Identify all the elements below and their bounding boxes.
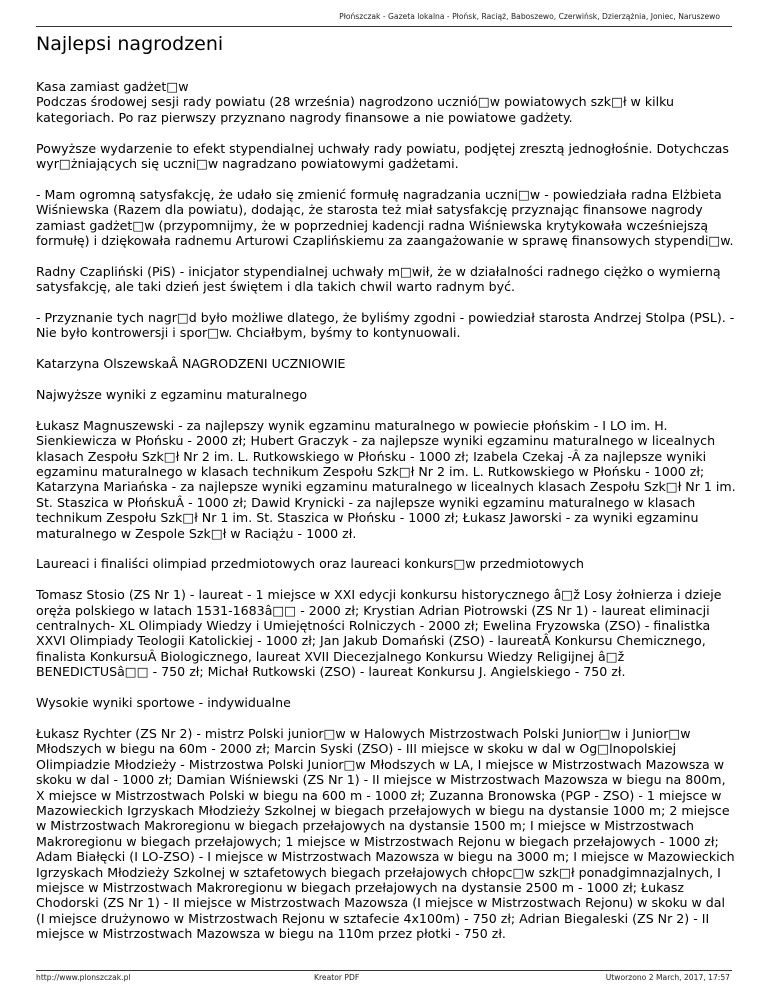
footer-creator: Kreator PDF [314, 973, 360, 982]
footer-created-date: Utworzono 2 March, 2017, 17:57 [605, 973, 730, 982]
article-title: Najlepsi nagrodzeni [36, 33, 224, 55]
article-author: Katarzyna OlszewskaÂ NAGRODZENI UCZNIOWIE [36, 356, 346, 372]
section-heading: Wysokie wyniki sportowe - indywidualne [36, 695, 291, 711]
header-divider [36, 26, 732, 27]
article-paragraph: Łukasz Rychter (ZS Nr 2) - mistrz Polski junior□w w Halowych Mistrzostwach Polski Junior□w i Junior□w Młodszych w biegu na 60m - 2000 zł; Marcin Syski (ZSO) - III miejsce w skoku w dal w Og□lnopolskiej Olimpiadzie Młodzieży - Mistrzostwa Polski Junior□w Młodszych w LA, I miejsce w Mistrzostwach Mazowsza w skoku w dal - 1000 zł; Damian Wiśniewski (ZS Nr 1) - II miejsce w Mistrzostwach Mazowsza w biegu na 800m, X miejsce w Mistrzostwach Polski w biegu na 600 m - 1000 zł; Zuzanna Bronowska (PGP - ZSO) - 1 miejsce w Mazowieckich Igrzyskach Młodzieży Szkolnej w biegach przełajowych w biegu na dystansie 1000 m; 2 miejsce w Mistrzostwach Makroregionu w biegach przełajowych na dystansie 1500 m; I miejsce w Mistrzostwach Makroregionu w biegach przełajowych; 1 miejsce w Mistrzostwach Rejonu w biegach przełajowych - 1000 zł; Adam Białęcki (I LO-ZSO) - I miejsce w Mistrzostwach Mazowsza w biegu na 3000 m; I miejsce w Mazowieckich Igrzyskach Młodzieży Szkolnej w sztafetowych biegach przełajowych chłopc□w szk□ł ponadgimnazjalnych, I miejsce w Mistrzostwach Makroregionu w biegach przełajowych na dystansie 2500 m - 1000 zł; Łukasz Chodorski (ZS Nr 1) - II miejsce w Mistrzostwach Mazowsza (I miejsce w Mistrzostwach Rejonu) w skoku w dal (I miejsce drużynowo w Mistrzostwach Rejonu w sztafecie 4x100m) - 750 zł; Adrian Biegaleski (ZS Nr 2) - II miejsce w Mistrzostwach Mazowsza w biegu na 110m przez płotki - 750 zł. [36, 725, 735, 942]
section-heading: Laureaci i finaliści olimpiad przedmiotowych oraz laureaci konkurs□w przedmiotowych [36, 556, 584, 572]
article-paragraph: Kasa zamiast gadżet□w Podczas środowej sesji rady powiatu (28 września) nagrodzono ucznió□w powiatowych szk□ł w kilku kategoriach. Po raz pierwszy przyznano nagrody finansowe a nie powiatowe gadżety. [36, 79, 675, 125]
article-paragraph: Radny Czapliński (PiS) - inicjator stypendialnej uchwały m□wił, że w działalności radnego ciężko o wymierną satysfakcję, ale taki dzień jest świętem i dla takich chwil warto radnym być. [36, 263, 721, 295]
article-paragraph: Tomasz Stosio (ZS Nr 1) - laureat - 1 miejsce w XXI edycji konkursu historycznego â□ž Losy żołnierza i dzieje oręża polskiego w latach 1531-1683â□□ - 2000 zł; Krystian Adrian Piotrowski (ZS Nr 1) - laureat eliminacji centralnych- XL Olimpiady Wiedzy i Umiejętności Rolniczych - 2000 zł; Ewelina Fryzowska (ZSO) - finalistka XXVI Olimpiady Teologii Katolickiej - 1000 zł; Jan Jakub Domański (ZSO) - laureatÂ Konkursu Chemicznego, finalista KonkursuÂ Biologicznego, laureat XVII Diecezjalnego Konkursu Wiedzy Religijnej â□ž BENEDICTUSâ□□ - 750 zł; Michał Rutkowski (ZSO) - laureat Konkursu J. Angielskiego - 750 zł. [36, 587, 722, 680]
footer-url-link[interactable]: http://www.plonszczak.pl [36, 973, 131, 982]
footer-divider [36, 970, 732, 971]
article-paragraph: - Przyznanie tych nagr□d było możliwe dlatego, że byliśmy zgodni - powiedział starosta Andrzej Stolpa (PSL). - Nie było kontrowersji i spor□w. Chciałbym, byśmy to kontynuowali. [36, 310, 735, 341]
section-heading: Najwyższe wyniki z egzaminu maturalnego [36, 387, 308, 403]
page-header: Płońszczak - Gazeta lokalna - Płońsk, Raciąż, Baboszewo, Czerwińsk, Dzierzążnia, Joniec, Naruszewo [339, 12, 720, 21]
article-body [36, 79, 736, 957]
article-paragraph: Powyższe wydarzenie to efekt stypendialnej uchwały rady powiatu, podjętej zresztą jednogłośnie. Dotychczas wyr□żniających się uczni□w nagradzano powiatowymi gadżetami. [36, 140, 729, 172]
article-paragraph: - Mam ogromną satysfakcję, że udało się zmienić formułę nagradzania uczni□w - powiedziała radna Elżbieta Wiśniewska (Razem dla powiatu), dodając, że starosta też miał satysfakcję przyznając finansowe nagrody zamiast gadżet□w (przypomnijmy, że w poprzedniej kadencji radna Wiśniewska krytykowała wcześniejszą formułę) i dziękowała radnemu Arturowi Czaplińskiemu za zaangażowanie w sprawę finansowych stypendi□w. [36, 186, 734, 249]
article-paragraph: Łukasz Magnuszewski - za najlepszy wynik egzaminu maturalnego w powiecie płońskim - I LO im. H. Sienkiewicza w Płońsku - 2000 zł; Hubert Graczyk - za najlepsze wyniki egzaminu maturalnego w licealnych klasach Zespołu Szk□ł Nr 2 im. L. Rutkowskiego w Płońsku - 1000 zł; Izabela Czekaj -Â za najlepsze wyniki egzaminu maturalnego w klasach technikum Zespołu Szk□ł Nr 2 im. L. Rutkowskiego w Płońsku - 1000 zł; Katarzyna Mariańska - za najlepsze wyniki egzaminu maturalnego w licealnych klasach Zespołu Szk□ł Nr 1 im. St. Staszica w PłońskuÂ - 1000 zł; Dawid Krynicki - za najlepsze wyniki egzaminu maturalnego w klasach technikum Zespołu Szk□ł Nr 1 im. St. Staszica w Płońsku - 1000 zł; Łukasz Jaworski - za wyniki egzaminu maturalnego w Zespole Szk□ł w Raciążu - 1000 zł. [36, 417, 736, 541]
